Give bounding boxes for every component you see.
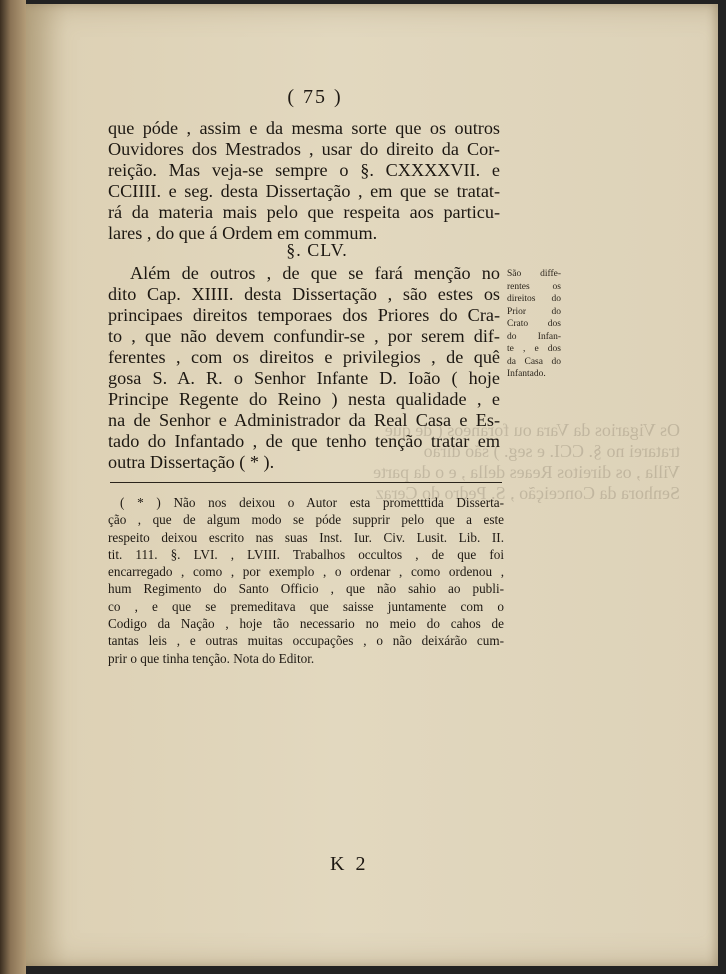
paragraph-2 (108, 263, 500, 473)
footnote-line: ( * ) Não nos deixou o Autor esta prometttida Disserta- (120, 495, 504, 510)
footnote-line: encarregado , como , por exemplo , o ordenar , como ordenou , (108, 564, 504, 580)
margin-line: da Casa do (507, 356, 561, 367)
text-line: reição. Mas veja-se sempre o §. CXXXXVII. e (108, 160, 500, 180)
text-line: principaes direitos temporaes dos Priores do Cra- (108, 305, 500, 325)
marginal-note (507, 268, 561, 381)
text-line: outra Dissertação ( * ). (108, 452, 275, 472)
footnote-line: tit. 111. §. LVI. , LVIII. Trabalhos occultos , de que foi (108, 546, 504, 562)
margin-line: do Infan- (507, 331, 561, 342)
text-line: na de Senhor e Administrador da Real Casa e Es- (108, 410, 500, 430)
footnote-line: tantas leis , e outras muitas occupações , o não deixárão cum- (108, 633, 504, 649)
margin-line: Crato dos (507, 319, 561, 329)
text-line: que póde , assim e da mesma sorte que os outros (108, 118, 500, 138)
text-line: CCIIII. e seg. desta Dissertação , em que se tratat- (108, 181, 500, 201)
text-line: to , que não devem confundir-se , por serem dif- (108, 326, 500, 346)
section-heading: §. CLV. (286, 240, 348, 260)
paragraph-1 (108, 118, 500, 244)
footnote-line: hum Regimento do Santo Officio , que não sahio ao publi- (108, 581, 504, 597)
margin-line: Infantado. (507, 369, 546, 379)
footnote-line: Codigo da Nação , hoje tão necessario no meio do cahos de (108, 616, 504, 632)
margin-line: Prior do (507, 306, 561, 317)
footnote (108, 494, 504, 667)
text-line: gosa S. A. R. o Senhor Infante D. Ioão ( hoje (108, 368, 500, 388)
footnote-divider (110, 482, 502, 483)
text-line: Principe Regente do Reino ) nesta qualidade , e (108, 389, 500, 409)
text-line: rá da materia mais pelo que respeita aos particu- (108, 202, 500, 222)
margin-line: direitos do (507, 294, 561, 304)
footnote-line: prir o que tinha tenção. Nota do Editor. (108, 650, 315, 666)
footnote-line: co , e que se premeditava que saisse juntamente com o (108, 598, 504, 614)
margin-line: São diffe- (507, 269, 561, 279)
book-gutter-edge (0, 0, 26, 974)
page-number: ( 75 ) (287, 86, 343, 108)
margin-line: te , e dos (507, 344, 561, 354)
text-line: tado do Infantado , de que tenho tenção tratar em (108, 431, 500, 451)
text-line: ferentes , com os direitos e privilegios , de quê (108, 347, 500, 367)
catchword-signature: K 2 (330, 853, 369, 875)
text-line: Ouvidores dos Mestrados , usar do direito da Cor- (108, 139, 500, 159)
margin-line: rentes os (507, 281, 561, 292)
text-line: Além de outros , de que se fará menção no (130, 263, 500, 283)
text-line: lares , do que á Ordem em commum. (108, 223, 378, 243)
footnote-line: ção , que de algum modo se póde supprir pelo que a este (108, 512, 504, 528)
footnote-line: respeito deixou escrito nas suas Inst. Iur. Civ. Lusit. Lib. II. (108, 529, 504, 545)
text-line: dito Cap. XIIII. desta Dissertação , são estes os (108, 284, 500, 304)
